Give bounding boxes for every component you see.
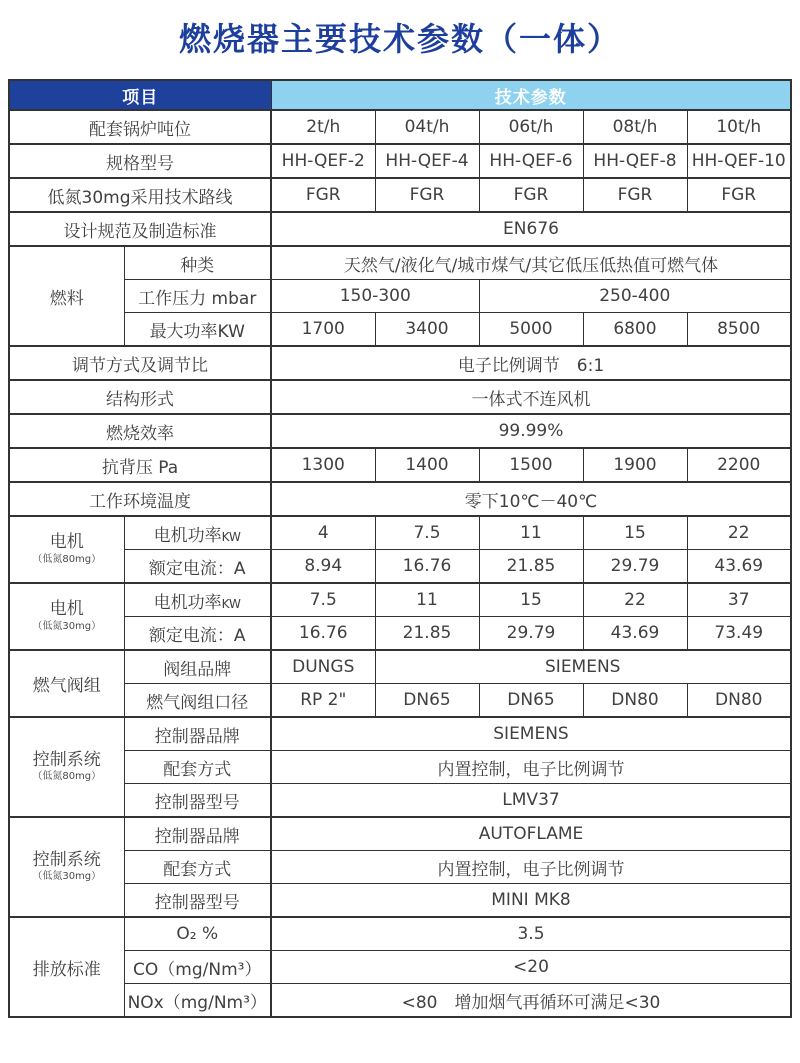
page-title: 燃烧器主要技术参数（一体） <box>178 20 621 58</box>
motor30-power-value: 7.5 <box>271 583 375 617</box>
row-motor30-power <box>9 583 791 617</box>
boiler-value: 08t/h <box>583 110 687 144</box>
spec-table <box>8 79 792 1018</box>
motor30-current-label: 额定电流：A <box>124 617 271 651</box>
motor80-current-value: 16.76 <box>375 550 479 584</box>
boiler-value: 04t/h <box>375 110 479 144</box>
motor30-power-unit: KW <box>221 596 241 611</box>
motor80-group-note: （低氮80mg） <box>32 553 102 565</box>
model-value: HH-QEF-4 <box>375 144 479 178</box>
header-item-cell: 项目 <box>9 80 271 110</box>
motor30-power-value: 15 <box>479 583 583 617</box>
valve-size-value: DN80 <box>687 684 791 718</box>
control30-mode-value: 内置控制，电子比例调节 <box>271 851 791 884</box>
motor30-group-note: （低氮30mg） <box>32 620 102 632</box>
model-value: HH-QEF-10 <box>687 144 791 178</box>
control80-model-label: 控制器型号 <box>124 784 271 818</box>
backpressure-label: 抗背压 Pa <box>9 448 271 482</box>
emission-o2-label: O₂ % <box>124 917 271 951</box>
control30-mode-label: 配套方式 <box>124 851 271 884</box>
valve-size-value: DN65 <box>375 684 479 718</box>
structure-value: 一体式不连风机 <box>271 380 791 414</box>
route-value: FGR <box>479 178 583 212</box>
row-control30-brand <box>9 817 791 851</box>
valve-size-value: DN65 <box>479 684 583 718</box>
regulation-value: 电子比例调节 6:1 <box>271 346 791 380</box>
row-emission-o2 <box>9 917 791 951</box>
row-structure <box>9 380 791 414</box>
model-value: HH-QEF-8 <box>583 144 687 178</box>
emission-nox-value: <80 增加烟气再循环可满足<30 <box>271 984 791 1018</box>
header-row <box>9 80 791 110</box>
standard-value: EN676 <box>271 212 791 246</box>
structure-label: 结构形式 <box>9 380 271 414</box>
fuel-pressure-high: 250-400 <box>479 280 791 313</box>
model-value: HH-QEF-6 <box>479 144 583 178</box>
control80-brand-label: 控制器品牌 <box>124 717 271 751</box>
control30-group-main: 控制系统 <box>32 849 101 870</box>
row-ambient-temp <box>9 482 791 516</box>
fuel-pressure-low: 150-300 <box>271 280 479 313</box>
control30-model-value: MINI MK8 <box>271 884 791 918</box>
motor30-group-main: 电机 <box>49 599 84 620</box>
control80-model-value: LMV37 <box>271 784 791 818</box>
motor30-current-value: 16.76 <box>271 617 375 651</box>
row-valve-size <box>9 684 791 718</box>
route-value: FGR <box>271 178 375 212</box>
ambient-value: 零下10℃－40℃ <box>271 482 791 516</box>
row-efficiency <box>9 414 791 448</box>
control80-group-label <box>9 717 124 817</box>
control30-group-note: （低氮30mg） <box>32 871 102 883</box>
row-emission-co <box>9 951 791 984</box>
motor80-current-label: 额定电流：A <box>124 550 271 584</box>
fuel-power-value: 8500 <box>687 313 791 347</box>
row-motor30-current <box>9 617 791 651</box>
motor80-power-unit: KW <box>221 529 241 544</box>
motor80-power-value: 7.5 <box>375 516 479 550</box>
backpressure-value: 2200 <box>687 448 791 482</box>
row-boiler-tonnage <box>9 110 791 144</box>
fuel-power-value: 6800 <box>583 313 687 347</box>
emission-o2-value: 3.5 <box>271 917 791 951</box>
emission-co-value: <20 <box>271 951 791 984</box>
backpressure-value: 1300 <box>271 448 375 482</box>
row-design-standard <box>9 212 791 246</box>
fuel-power-label: 最大功率KW <box>124 313 271 347</box>
motor80-group-label <box>9 516 124 583</box>
control30-model-label: 控制器型号 <box>124 884 271 918</box>
motor80-current-value: 29.79 <box>583 550 687 584</box>
motor80-group-main: 电机 <box>49 532 84 553</box>
motor30-current-value: 73.49 <box>687 617 791 651</box>
motor80-power-value: 15 <box>583 516 687 550</box>
control30-group-label <box>9 817 124 917</box>
fuel-pressure-label: 工作压力 mbar <box>124 280 271 313</box>
row-control30-mode <box>9 851 791 884</box>
row-fuel-type <box>9 246 791 280</box>
emission-group-label: 排放标准 <box>9 917 124 1017</box>
motor30-current-value: 29.79 <box>479 617 583 651</box>
motor30-power-label: 电机功率KW <box>124 583 271 617</box>
boiler-value: 2t/h <box>271 110 375 144</box>
boiler-value: 06t/h <box>479 110 583 144</box>
motor30-current-value: 43.69 <box>583 617 687 651</box>
ambient-label: 工作环境温度 <box>9 482 271 516</box>
motor80-power-value: 11 <box>479 516 583 550</box>
boiler-value: 10t/h <box>687 110 791 144</box>
row-emission-nox <box>9 984 791 1018</box>
fuel-power-value: 5000 <box>479 313 583 347</box>
valve-size-value: DN80 <box>583 684 687 718</box>
valve-brand-col1: DUNGS <box>271 650 375 684</box>
motor80-power-label: 电机功率KW <box>124 516 271 550</box>
valve-size-label: 燃气阀组口径 <box>124 684 271 718</box>
row-control30-model <box>9 884 791 918</box>
control80-mode-label: 配套方式 <box>124 751 271 784</box>
efficiency-label: 燃烧效率 <box>9 414 271 448</box>
fuel-type-value: 天然气/液化气/城市煤气/其它低压低热值可燃气体 <box>271 246 791 280</box>
backpressure-value: 1500 <box>479 448 583 482</box>
control80-group-main: 控制系统 <box>32 749 101 770</box>
route-value: FGR <box>583 178 687 212</box>
valve-group-label: 燃气阀组 <box>9 650 124 717</box>
control80-mode-value: 内置控制，电子比例调节 <box>271 751 791 784</box>
fuel-group-label: 燃料 <box>9 246 124 346</box>
route-value: FGR <box>375 178 479 212</box>
emission-co-label: CO（mg/Nm³） <box>124 951 271 984</box>
regulation-label: 调节方式及调节比 <box>9 346 271 380</box>
motor30-power-value: 37 <box>687 583 791 617</box>
motor30-current-value: 21.85 <box>375 617 479 651</box>
row-motor80-current <box>9 550 791 584</box>
motor30-power-value: 11 <box>375 583 479 617</box>
model-label: 规格型号 <box>9 144 271 178</box>
motor80-current-value: 43.69 <box>687 550 791 584</box>
boiler-label: 配套锅炉吨位 <box>9 110 271 144</box>
fuel-power-value: 3400 <box>375 313 479 347</box>
row-model <box>9 144 791 178</box>
model-value: HH-QEF-2 <box>271 144 375 178</box>
motor80-power-value: 4 <box>271 516 375 550</box>
row-control80-model <box>9 784 791 818</box>
motor80-current-value: 8.94 <box>271 550 375 584</box>
motor80-power-value: 22 <box>687 516 791 550</box>
row-control80-mode <box>9 751 791 784</box>
route-value: FGR <box>687 178 791 212</box>
header-params-cell: 技术参数 <box>271 80 791 110</box>
efficiency-value: 99.99% <box>271 414 791 448</box>
control80-group-note: （低氮80mg） <box>32 771 102 783</box>
row-fuel-pressure <box>9 280 791 313</box>
emission-nox-label: NOx（mg/Nm³） <box>124 984 271 1018</box>
valve-brand-label: 阀组品牌 <box>124 650 271 684</box>
route-label: 低氮30mg采用技术路线 <box>9 178 271 212</box>
motor30-group-label <box>9 583 124 650</box>
fuel-power-value: 1700 <box>271 313 375 347</box>
control30-brand-value: AUTOFLAME <box>271 817 791 851</box>
row-valve-brand <box>9 650 791 684</box>
fuel-type-label: 种类 <box>124 246 271 280</box>
standard-label: 设计规范及制造标准 <box>9 212 271 246</box>
mot30-power-value: 22 <box>583 583 687 617</box>
row-fuel-max-power <box>9 313 791 347</box>
row-regulation <box>9 346 791 380</box>
backpressure-value: 1900 <box>583 448 687 482</box>
row-control80-brand <box>9 717 791 751</box>
control80-brand-value: SIEMENS <box>271 717 791 751</box>
valve-brand-rest: SIEMENS <box>375 650 791 684</box>
backpressure-value: 1400 <box>375 448 479 482</box>
row-back-pressure <box>9 448 791 482</box>
motor80-current-value: 21.85 <box>479 550 583 584</box>
valve-size-value: RP 2" <box>271 684 375 718</box>
row-motor80-power <box>9 516 791 550</box>
row-lownox-route <box>9 178 791 212</box>
control30-brand-label: 控制器品牌 <box>124 817 271 851</box>
